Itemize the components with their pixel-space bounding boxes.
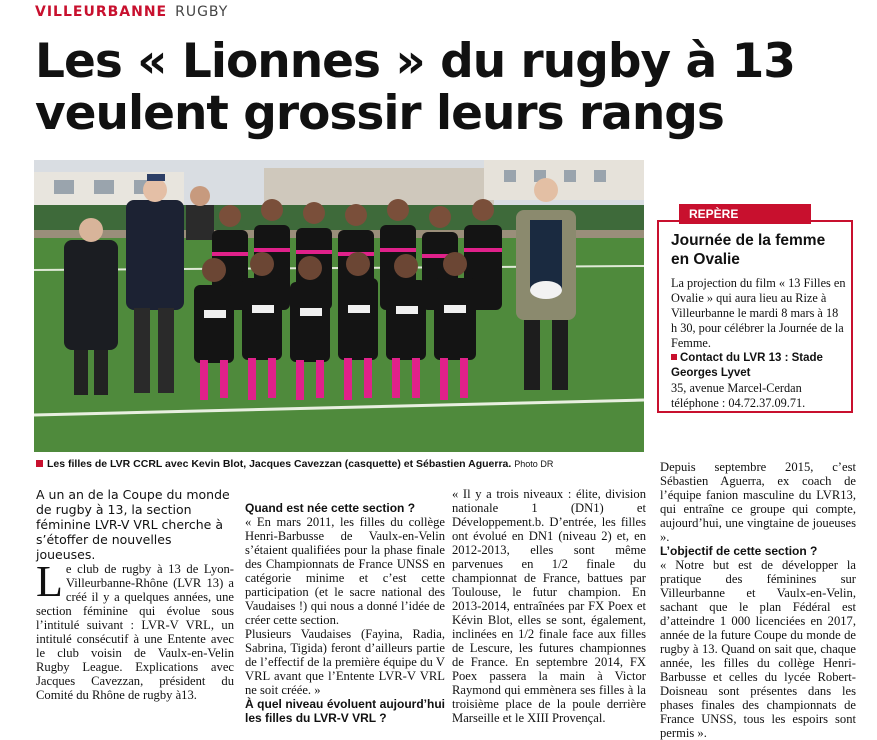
article-column-4 (660, 460, 856, 740)
article-column-2 (245, 487, 445, 725)
repere-body (671, 276, 847, 411)
article-column-3 (452, 487, 646, 725)
caption-text: Les filles de LVR CCRL avec Kevin Blot, Jacques Cavezzan (casquette) et Sébastien Aguerra. (47, 458, 512, 470)
photo-caption (36, 458, 646, 470)
section-city: VILLEURBANNE (35, 4, 168, 20)
headline-line-1: Les « Lionnes » du rugby à 13 (35, 34, 795, 89)
caption-bullet-icon (36, 460, 43, 467)
question-1: Quand est née cette section ? (245, 501, 416, 515)
question-3: L’objectif de cette section ? (660, 544, 818, 558)
team-photo-illustration (34, 160, 644, 452)
photo-credit: Photo DR (514, 459, 554, 469)
team-photo (34, 160, 644, 452)
repere-box (657, 207, 853, 413)
continued-text (245, 487, 445, 501)
contact-bullet-icon (671, 354, 677, 360)
repere-phone: téléphone : 04.72.37.09.71. (671, 396, 806, 410)
repere-tag: REPÈRE (679, 204, 811, 224)
repere-contact (671, 351, 847, 381)
article-paragraph-4: « Il y a trois niveaux : élite, division nationale 1 (DN1) et Développement.b. D’entrée, les filles ont évolué en DN1 (niveau 2) et, en 2012-2013, elles sont même parvenues en 1/2 finale du championnat de France, battues par Toulouse, le futur champion. En 2013-2014, entraînées par FX Poex et Kévin Blot, elles se sont, également, inclinées en 1/2 finale face aux filles de Lescure, les futures championnes de France. En septembre 2014, FX Poex passera la main à Victor Raymond qui emmènera ses filles à la troisième place de la poule derrière Marseille et le XIII Provençal. (452, 487, 646, 725)
article-paragraph-6: « Notre but est de développer la pratique des féminines sur Villeurbanne et Vaulx-en-Velin, sachant que le plan Fédéral est d’atteindre 1 000 licenciées en 2017, année de la future Coupe du monde de rugby à 13. Quand on sait que, chaque année, les filles du collège Henri-Barbusse et celles du lycée Robert-Doisneau sont présentes dans les phases finales des championnats de France UNSS, tous les espoirs sont permis ». (660, 558, 856, 740)
article-paragraph-3: Plusieurs Vaudaises (Fayina, Radia, Sabrina, Tigida) feront d’ailleurs partie de l’effectif de la première équipe du V VRL avant que l’Entente LVR-V VRL ne soit créée. » (245, 627, 445, 697)
contact-label: Contact du LVR 13 : Stade Georges Lyvet (671, 352, 823, 379)
article-paragraph-2: « En mars 2011, les filles du collège Henri-Barbusse de Vaulx-en-Velin s’étaient qualifiées pour la phase finale des Championnats de France UNSS en catégorie minime et c’est cette participation (et le sacre national des Vaudaises !) qui nous a donné l’idée de créer cette section. (245, 515, 445, 627)
repere-text: La projection du film « 13 Filles en Ovalie » qui aura lieu au Rize à Villeurbanne le mardi 8 mars à 18 h 30, pour célébrer la Journée de la Femme. (671, 276, 846, 350)
article-paragraph-1 (36, 557, 234, 702)
repere-address: 35, avenue Marcel-Cerdan (671, 381, 802, 395)
paragraph-1-text: e club de rugby à 13 de Lyon-Villeurbanne-Rhône (LVR 13) a créé il y a quelques années, une section féminine qui évolue sous l’intitulé suivant : LVR-V VRL, un intitulé consécutif à une Entente avec le club voisin de Vaulx-en-Velin Rugby League. Explications avec Jacques Cavezzan, président du Comité du Rhône de rugby à13. (36, 562, 234, 702)
article-column-1 (36, 487, 234, 702)
article-headline (35, 36, 855, 140)
article-lead: A un an de la Coupe du monde de rugby à 13, la section féminine LVR-V VRL cherche à s’étoffer de nouvelles joueuses. (36, 487, 230, 562)
section-header (35, 4, 228, 20)
drop-cap: L (36, 557, 63, 606)
question-2: À quel niveau évoluent aujourd’hui les filles du LVR-V VRL ? (245, 697, 445, 725)
section-topic: RUGBY (175, 4, 229, 20)
headline-line-2: veulent grossir leurs rangs (35, 86, 724, 141)
article-paragraph-5: Depuis septembre 2015, c’est Sébastien Aguerra, ex coach de l’équipe fanion masculine du LVR13, qui entraîne ce groupe qui compte, aujourd’hui, une vingtaine de joueuses ». (660, 460, 856, 544)
repere-title: Journée de la femme en Ovalie (671, 232, 826, 268)
